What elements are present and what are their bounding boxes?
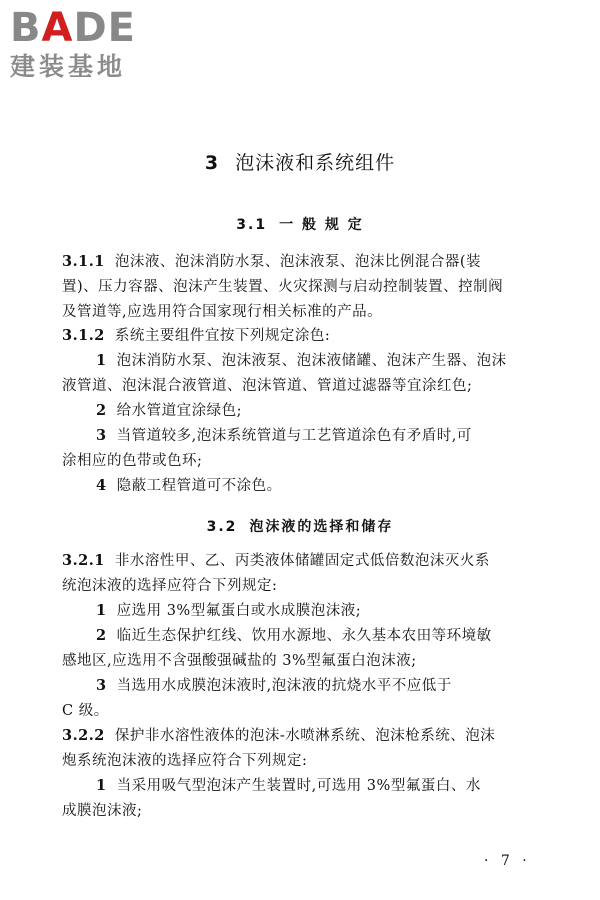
body-text: 当管道较多,泡沫系统管道与工艺管道涂色有矛盾时,可: [116, 428, 472, 444]
clause-number: 3.2.1: [62, 552, 105, 569]
body-text: 隐蔽工程管道可不涂色。: [116, 478, 282, 494]
item-number: 3: [96, 677, 107, 694]
clause-3-1-1: [62, 252, 481, 272]
body-text: 系统主要组件宜按下列规定涂色:: [114, 328, 331, 344]
page-number: · 7 ·: [484, 853, 531, 869]
body-line: 及管道等,应选用符合国家现行相关标准的产品。: [62, 304, 383, 320]
body-text: 保护非水溶性液体的泡沫-水喷淋系统、泡沫枪系统、泡沫: [114, 728, 496, 744]
body-line: 成膜泡沫液;: [62, 803, 143, 819]
list-item: [96, 401, 242, 421]
body-text: 临近生态保护红线、饮用水源地、永久基本农田等环境敏: [116, 628, 492, 644]
body-line: 炮系统泡沫液的选择应符合下列规定:: [62, 753, 308, 769]
list-item: [96, 476, 282, 496]
body-line: 涂相应的色带或色环;: [62, 453, 203, 469]
item-number: 3: [96, 427, 107, 444]
section-title-3-2: [0, 516, 600, 536]
clause-3-2-2: [62, 726, 495, 746]
list-item: [96, 776, 481, 796]
clause-number: 3.2.2: [62, 727, 105, 744]
list-item: [96, 676, 452, 696]
body-text: 给水管道宜涂绿色;: [116, 403, 242, 419]
list-item: [96, 351, 507, 371]
chapter-number: 3: [204, 152, 220, 174]
body-line: 统泡沫液的选择应符合下列规定:: [62, 578, 278, 594]
section-title-text: 泡沫液的选择和储存: [249, 519, 394, 535]
item-number: 4: [96, 477, 107, 494]
clause-number: 3.1.2: [62, 327, 105, 344]
body-line: 液管道、泡沫混合液管道、泡沫管道、管道过滤器等宜涂红色;: [62, 378, 473, 394]
list-item: [96, 426, 472, 446]
clause-number: 3.1.1: [62, 253, 105, 270]
item-number: 1: [96, 602, 107, 619]
body-line: 置)、压力容器、泡沫产生装置、火灾探测与启动控制装置、控制阀: [62, 279, 504, 295]
body-text: 应选用 3%型氟蛋白或水成膜泡沫液;: [116, 603, 362, 619]
section-title-3-1: [0, 214, 600, 234]
body-text: 泡沫消防水泵、泡沫液泵、泡沫液储罐、泡沫产生器、泡沫: [116, 353, 507, 369]
item-number: 2: [96, 627, 107, 644]
section-title-text: 一 般 规 定: [279, 217, 364, 233]
item-number: 1: [96, 777, 107, 794]
logo-subtitle: 建装基地: [10, 52, 127, 81]
body-text: 当采用吸气型泡沫产生装置时,可选用 3%型氟蛋白、水: [116, 778, 481, 794]
item-number: 2: [96, 402, 107, 419]
logo-wordmark: BADE: [10, 5, 136, 51]
body-text: 当选用水成膜泡沫液时,泡沫液的抗烧水平不应低于: [116, 678, 452, 694]
section-number: 3.1: [236, 217, 268, 233]
site-logo: [10, 6, 180, 82]
list-item: [96, 626, 492, 646]
item-number: 1: [96, 352, 107, 369]
list-item: [96, 601, 361, 621]
body-text: 泡沫液、泡沫消防水泵、泡沫液泵、泡沫比例混合器(装: [114, 254, 482, 270]
chapter-title: [0, 148, 600, 175]
body-line: C 级。: [62, 703, 109, 719]
section-number: 3.2: [206, 519, 238, 535]
body-text: 非水溶性甲、乙、丙类液体储罐固定式低倍数泡沫灭火系: [114, 553, 490, 569]
clause-3-2-1: [62, 551, 490, 571]
chapter-title-text: 泡沫液和系统组件: [235, 152, 396, 174]
clause-3-1-2: [62, 326, 330, 346]
body-line: 感地区,应选用不含强酸强碱盐的 3%型氟蛋白泡沫液;: [62, 653, 417, 669]
